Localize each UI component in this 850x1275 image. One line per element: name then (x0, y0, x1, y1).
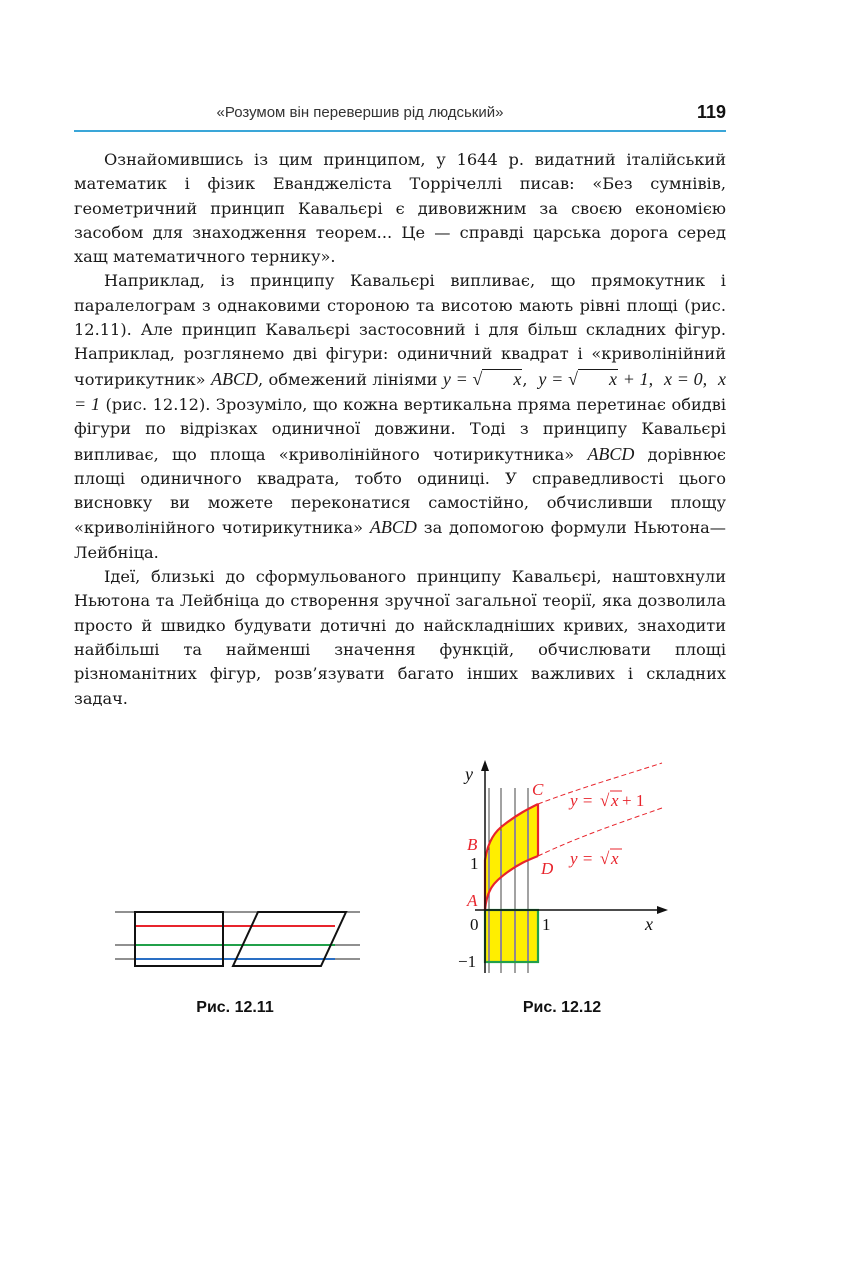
radical-sign: √ (600, 849, 610, 868)
equation-sqrt-x: y = √ x (442, 368, 522, 389)
body-text (74, 148, 726, 711)
upper-curve-formula (568, 791, 644, 810)
formula-tail: + 1 (622, 791, 645, 810)
figure-12-12-caption: Рис. 12.12 (522, 999, 602, 1016)
x-tick-1: 1 (542, 915, 551, 934)
text-span: за допомогою формули Ньютона—Лейбніца. (74, 518, 726, 562)
abcd-label: ABCD (369, 517, 417, 538)
formula-lhs: y = (570, 849, 594, 868)
y-tick-minus-1: −1 (458, 952, 477, 971)
paragraph-1: Ознайомившись із цим принципом, у 1644 р. видатний італійський математик і фізик Еванджеліста Торрічеллі писав: «Без сумнівів, геометричний принцип Кавальєрі є дивовижним за своєю економією засобом для знаходження теорем... Це — справді царська дорога серед хащ математичного тернику». (74, 150, 726, 267)
text-span: Наприклад, із принципу Кавальєрі випливає, що прямокутник і паралелограм з однаковими стороною та висотою мають рівні площі (рис. 12.11). Але принцип Кавальєрі застосовний і для більш складних фігур. Наприклад, розглянемо дві фігури: одиничний квадрат і «криволінійний чотирикутник» (74, 271, 726, 389)
formula-radicand: x (611, 791, 619, 810)
figure-12-11-caption: Рис. 12.11 (196, 999, 274, 1016)
formula-lhs: y = (570, 791, 594, 810)
formula-radicand: x (611, 849, 619, 868)
abcd-label: ABCD (587, 443, 635, 464)
equation-tail: + 1, (617, 368, 654, 389)
figure-12-11 (110, 900, 370, 980)
y-axis-arrow (481, 760, 489, 771)
lower-curve-formula (568, 849, 622, 868)
y-tick-1: 1 (470, 854, 479, 873)
paragraph-3: Ідеї, близькі до сформульованого принципу Кавальєрі, наштовхнули Ньютона та Лейбніца до створення зручної загальної теорії, яка дозволила просто й швидко будувати дотичні до найскладніших кривих, знаходити найбільші та найменші значення функцій, обчислювати площі різноманітних фігур, розв’язувати багато інших важливих і складних задач. (74, 567, 726, 708)
radical-sign: √ (600, 791, 610, 810)
page-number: 119 (696, 102, 726, 122)
text-span: , обмежений лініями (257, 369, 443, 389)
abcd-label: ABCD (210, 368, 258, 389)
equation-sqrt-x-plus-1: y = √ x + 1, (538, 368, 654, 389)
equation-x-0: x = 0, (663, 368, 708, 389)
running-title: «Розумом він перевершив рід людський» (216, 104, 504, 121)
point-label-d: D (541, 859, 554, 878)
running-header (74, 100, 726, 132)
radicand: x (482, 369, 522, 388)
x-axis-arrow (657, 906, 668, 914)
point-label-a: A (467, 891, 478, 910)
text-span: (рис. 12.12). Зрозуміло, що кожна вертикальна пряма перетинає обидві фігури по відрізках одиничної довжини. Тоді з принципу Кавальєрі випливає, що площа «криволінійного чотирикутника» (74, 394, 726, 464)
unit-square (485, 910, 538, 962)
origin-label: 0 (470, 915, 479, 934)
x-axis-label: x (645, 914, 653, 934)
radicand: x (578, 369, 618, 388)
point-label-c: C (532, 780, 544, 799)
point-label-b: B (467, 835, 478, 854)
parallelogram-shape (233, 912, 346, 966)
y-axis-label: y (465, 764, 473, 784)
equation-lhs: y = (538, 368, 569, 389)
text-span: дорівнює площі одиничного квадрата, тобто одиниці. У справедливості цього висновку ви можете переконатися самостійно, обчисливши площу «криволінійного чотирикутника» (74, 444, 726, 538)
equation-lhs: y = (442, 368, 473, 389)
paragraph-2: Наприклад, із принципу Кавальєрі випливає, що прямокутник і паралелограм з однаковими стороною та висотою мають рівні площі (рис. 12.11). Але принцип Кавальєрі застосовний і для більш складних фігур. Наприклад, розглянемо дві фігури: одиничний квадрат і «криволінійний чотирикутник» ABCD, обмежений лініями y = √ x, y = √ x + 1, x = 0, x = 1 (рис. 12.12). Зрозуміло, що кожна вертикальна пряма перетинає обидві фігури по відрізках одиничної довжини. Тоді з принципу Кавальєрі випливає, що площа «криволінійного чотирикутника» ABCD дорівнює площі одиничного квадрата, тобто одиниці. У справедливості цього висновку ви можете переконатися самостійно, обчисливши площу «криволінійного чотирикутника» ABCD за допомогою формули Ньютона—Лейбніца. (74, 271, 726, 562)
rectangle-shape (135, 912, 223, 966)
equation-x-1: x = 1 (74, 368, 726, 414)
figure-12-12 (450, 758, 680, 978)
